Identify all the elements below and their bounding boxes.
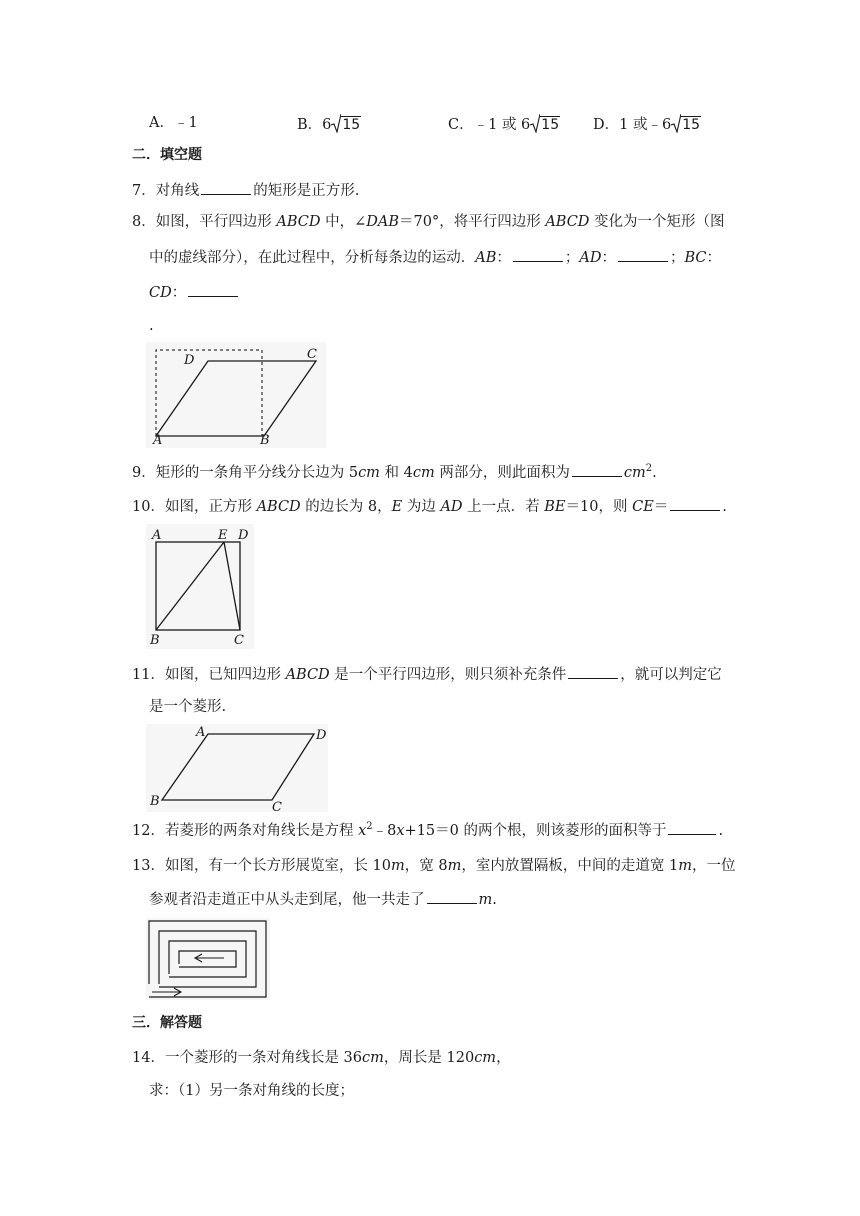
label-a: A — [196, 725, 206, 740]
sqrt-symbol: 15 — [331, 113, 361, 133]
exhibition-room-maze-figure — [146, 918, 270, 1000]
question-14-line-2: 求：（1）另一条对角线的长度； — [149, 1083, 354, 1099]
parallelogram-abcd-figure — [146, 724, 328, 812]
question-10: 10．如图，正方形 ABCD 的边长为 8，E 为边 AD 上一点．若 BE＝10，则 CE＝ . — [132, 496, 727, 517]
answer-blank[interactable] — [188, 282, 238, 297]
question-14-line-1: 14．一个菱形的一条对角线长是 36cm，周长是 120cm， — [132, 1050, 511, 1066]
sqrt-symbol: 15 — [530, 113, 560, 133]
label-c: C — [272, 800, 282, 812]
figure-background — [146, 918, 270, 1000]
answer-blank[interactable] — [427, 889, 477, 904]
label-e: E — [218, 528, 228, 543]
option-a: A．﹣1 — [149, 115, 198, 131]
question-8-line-3: CD： — [149, 282, 240, 303]
square-abcd-figure — [146, 524, 254, 649]
label-a: A — [153, 433, 163, 448]
sqrt-symbol: 15 — [671, 113, 701, 133]
answer-blank[interactable] — [572, 462, 622, 477]
label-a: A — [152, 528, 162, 543]
question-13-line-1: 13．如图，有一个长方形展览室，长 10m，宽 8m，室内放置隔板，中间的走道宽 1m，一位 — [132, 858, 736, 874]
parallelogram-to-rectangle-figure — [146, 342, 326, 448]
option-c: C．﹣1 或 6 15 — [448, 113, 560, 135]
label-c: C — [307, 347, 317, 362]
question-8-line-2: 中的虚线部分），在此过程中，分析每条边的运动．AB： ；AD： ；BC： — [149, 247, 721, 268]
figure-background — [146, 724, 328, 812]
section-heading-fill-in: 二．填空题 — [132, 147, 202, 163]
question-12: 12．若菱形的两条对角线长是方程 $x^2﹣8x+15=0$ 的两个根，则该菱形的面积等于 . — [132, 821, 724, 839]
label-d: D — [316, 728, 327, 743]
figure-background — [146, 342, 326, 448]
answer-blank[interactable] — [668, 820, 716, 835]
label-d: D — [238, 528, 249, 543]
section-heading-answer: 三．解答题 — [132, 1015, 202, 1031]
question-9: 9．矩形的一条角平分线分长边为 5cm 和 4cm 两部分，则此面积为 $cm^2$. — [132, 463, 657, 481]
question-8-line-4: . — [149, 318, 154, 334]
answer-blank[interactable] — [201, 180, 251, 195]
label-b: B — [260, 433, 270, 448]
option-d: D．1 或﹣6 15 — [593, 113, 701, 135]
label-b: B — [150, 794, 160, 809]
question-11-line-2: 是一个菱形. — [149, 699, 227, 715]
answer-blank[interactable] — [618, 247, 668, 262]
label-b: B — [150, 633, 160, 648]
question-7: 7．对角线 的矩形是正方形. — [132, 180, 359, 201]
label-d: D — [184, 353, 195, 368]
answer-blank[interactable] — [568, 664, 618, 679]
question-13-line-2: 参观者沿走道正中从头走到尾，他一共走了 m. — [149, 889, 497, 910]
option-b: B．6 15 — [297, 113, 361, 135]
question-8-line-1: 8．如图，平行四边形 ABCD 中，∠DAB＝70°，将平行四边形 ABCD 变化为一个矩形（图 — [132, 214, 725, 230]
answer-blank[interactable] — [670, 496, 720, 511]
label-c: C — [234, 633, 244, 648]
answer-blank[interactable] — [513, 247, 563, 262]
question-11-line-1: 11．如图，已知四边形 ABCD 是一个平行四边形，则只须补充条件 ，就可以判定它 — [132, 664, 722, 685]
